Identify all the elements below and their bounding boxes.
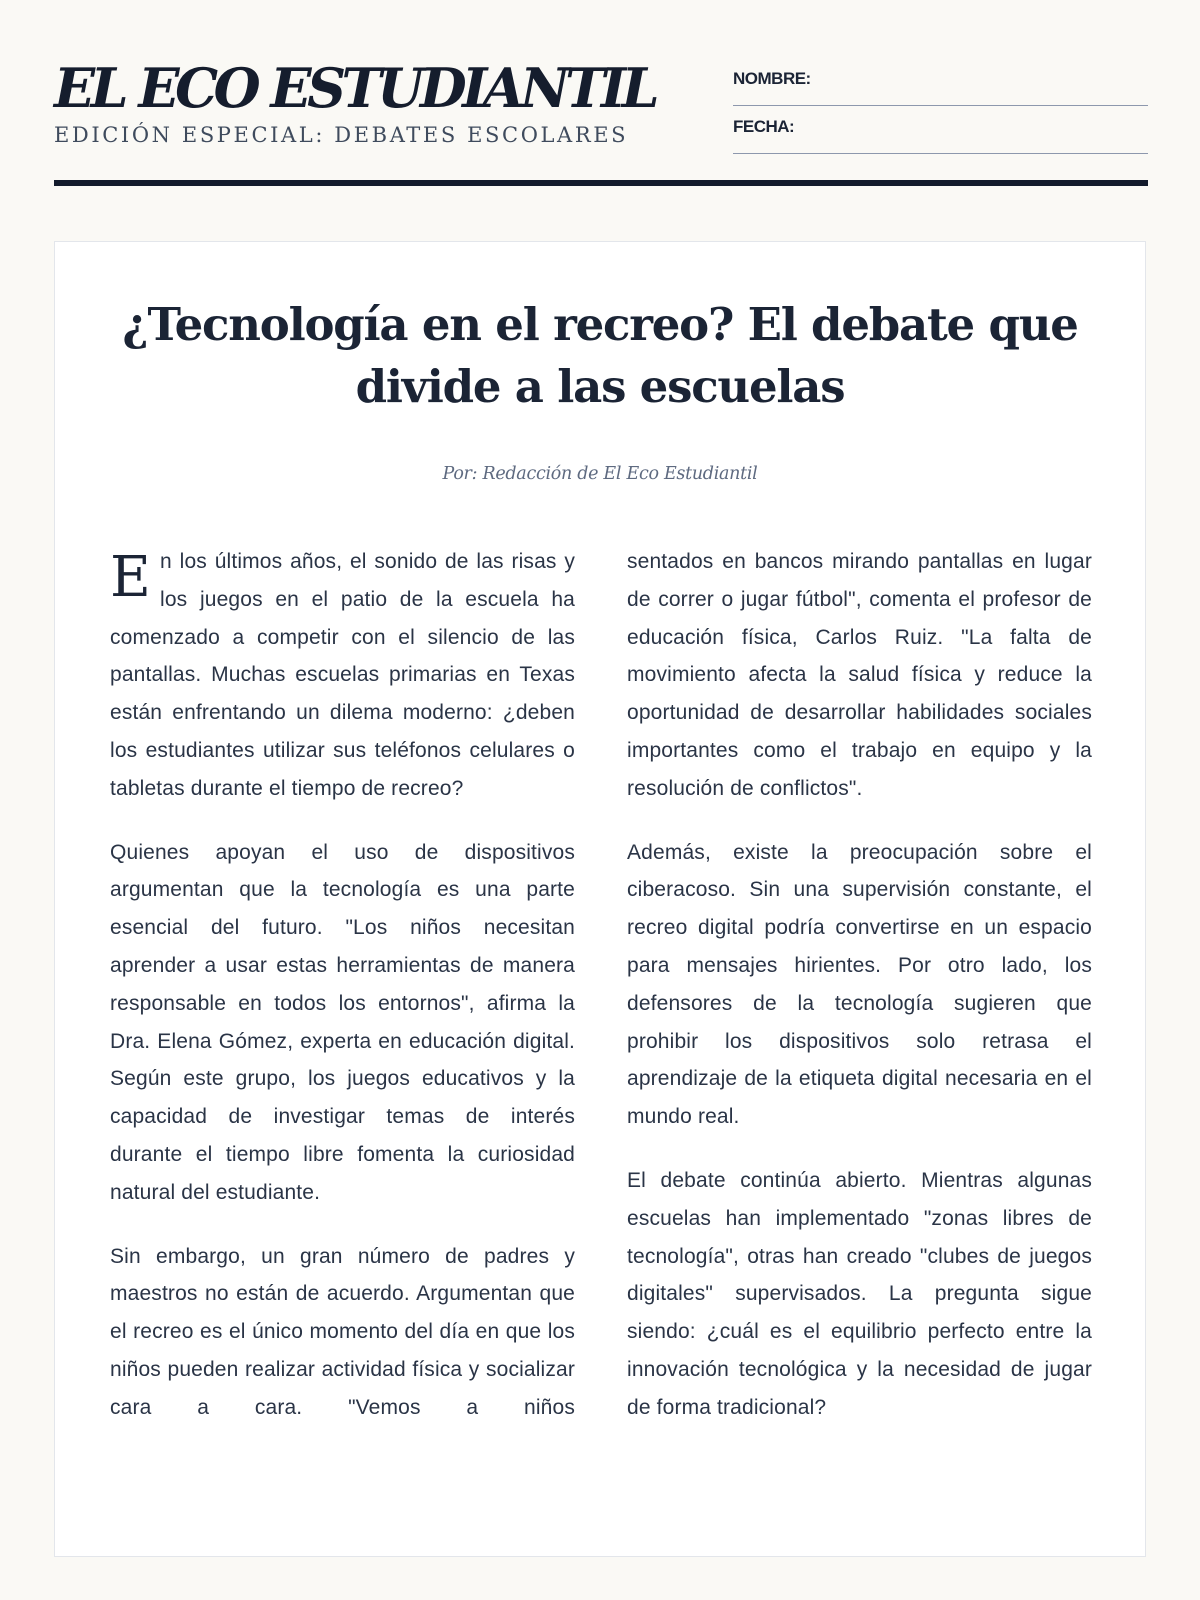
paragraph: Quienes apoyan el uso de dispositivos argumentan que la tecnología es una parte esencial del futuro. "Los niños necesitan aprender a usar estas herramientas de manera responsable en todos los entornos", afirma la Dra. Elena Gómez, experta en educación digital. Según este grupo, los juegos educativos y la capacidad de investigar temas de interés durante el tiempo libre fomenta la curiosidad natural del estudiante. <box>110 840 575 1204</box>
paragraph: Además, existe la preocupación sobre el ciberacoso. Sin una supervisión constante, el recreo digital podría convertirse en un espacio para mensajes hirientes. Por otro lado, los defensores de la tecnología sugieren que prohibir los dispositivos solo retrasa el aprendizaje de la etiqueta digital necesaria en el mundo real. <box>627 840 1092 1129</box>
article-column-left <box>110 543 575 1453</box>
paragraph <box>110 543 575 808</box>
masthead-divider <box>54 180 1148 186</box>
paragraph: sentados en bancos mirando pantallas en lugar de correr o jugar fútbol", comenta el profesor de educación física, Carlos Ruiz. "La falta de movimiento afecta la salud física y reduce la oportunidad de desarrollar habilidades sociales importantes como el trabajo en equipo y la resolución de conflictos". <box>627 550 1092 800</box>
drop-cap: E <box>110 545 152 610</box>
edition-subtitle: EDICIÓN ESPECIAL: DEBATES ESCOLARES <box>54 123 629 147</box>
article-headline: ¿Tecnología en el recreo? El debate que divide a las escuelas <box>122 298 1078 413</box>
newspaper-title: EL ECO ESTUDIANTIL <box>54 56 656 120</box>
paragraph: El debate continúa abierto. Mientras algunas escuelas han implementado "zonas libres de tecnología", otras han creado "clubes de juegos digitales" supervisados. La pregunta sigue siendo: ¿cuál es el equilibrio perfecto entre la innovación tecnológica y la necesidad de jugar de forma tradicional? <box>627 1168 1092 1419</box>
article-byline: Por: Redacción de El Eco Estudiantil <box>442 464 758 484</box>
paragraph: Sin embargo, un gran número de padres y maestros no están de acuerdo. Argumentan que el recreo es el único momento del día en que los niños pueden realizar actividad física y socializar cara a cara. "Vemos a niños <box>110 1244 575 1419</box>
article-card <box>54 241 1146 1557</box>
name-field-label: NOMBRE: <box>733 69 811 88</box>
name-field[interactable] <box>733 68 1148 106</box>
masthead <box>54 56 1148 188</box>
article-column-right <box>627 543 1092 1453</box>
date-field[interactable] <box>733 116 1148 154</box>
student-info-fields <box>733 68 1148 164</box>
date-field-label: FECHA: <box>733 117 795 136</box>
paragraph-text: n los últimos años, el sonido de las risas y los juegos en el patio de la escuela ha comenzado a competir con el silencio de las pantallas. Muchas escuelas primarias en Texas están enfrentando un dilema moderno: ¿deben los estudiantes utilizar sus teléfonos celulares o tabletas durante el tiempo de recreo? <box>110 550 575 800</box>
